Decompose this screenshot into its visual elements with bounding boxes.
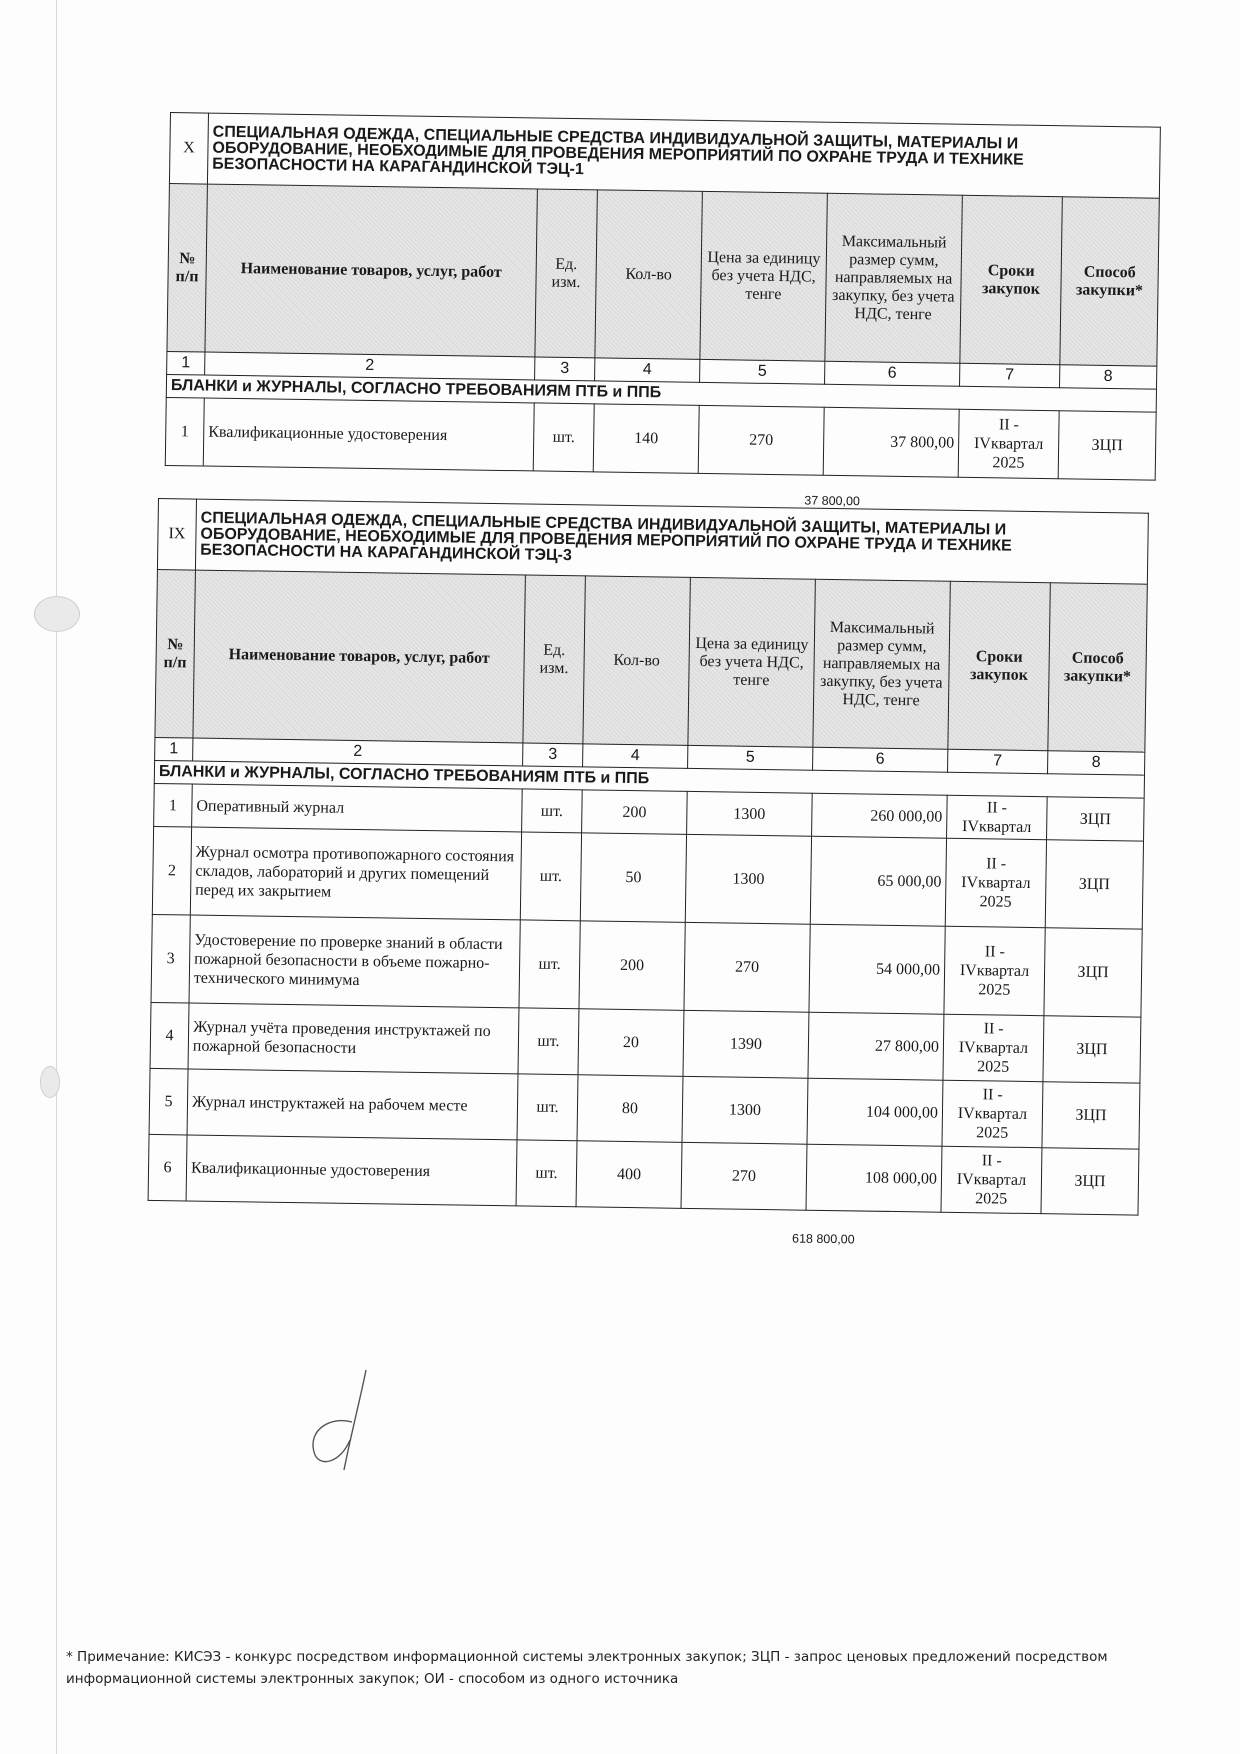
- row-price: 1300: [687, 791, 813, 836]
- col-number: 5: [688, 745, 813, 770]
- row-sum: 27 800,00: [808, 1012, 944, 1080]
- header-num: № п/п: [167, 183, 207, 352]
- header-num: № п/п: [155, 569, 195, 738]
- header-name: Наименование товаров, услуг, работ: [193, 570, 525, 743]
- row-name: Квалификационные удостоверения: [203, 398, 534, 471]
- header-period: Сроки закупок: [948, 581, 1050, 750]
- row-price: 270: [681, 1142, 807, 1210]
- table-row: [151, 914, 1142, 1017]
- row-qty: 200: [582, 790, 688, 835]
- row-unit: шт.: [517, 1074, 578, 1141]
- header-qty: Кол-во: [595, 190, 702, 360]
- row-period: II - IVквартал 2025: [944, 926, 1045, 1015]
- col-number: 2: [205, 352, 535, 380]
- col-number: 8: [1048, 751, 1145, 775]
- header-method: Способ закупки*: [1060, 197, 1159, 366]
- row-name: Оперативный журнал: [192, 784, 523, 832]
- procurement-section-2: [148, 498, 1148, 1247]
- page-edge-line: [56, 0, 57, 1754]
- row-method: ЗЦП: [1041, 1148, 1139, 1215]
- row-num: 3: [151, 914, 190, 1003]
- row-qty: 400: [576, 1141, 682, 1209]
- row-sum: 104 000,00: [807, 1078, 943, 1146]
- row-unit: шт.: [516, 1140, 577, 1207]
- row-name: Квалификационные удостоверения: [186, 1135, 517, 1206]
- table-row: [152, 826, 1143, 929]
- header-sum: Максимальный размер сумм, направляемых на закупку, без учета НДС, тенге: [813, 579, 950, 749]
- procurement-table-2: [148, 498, 1149, 1216]
- section-title: СПЕЦИАЛЬНАЯ ОДЕЖДА, СПЕЦИАЛЬНЫЕ СРЕДСТВА ИНДИВИДУАЛЬНОЙ ЗАЩИТЫ, МАТЕРИАЛЫ И ОБОРУДОВАНИЕ, НЕОБХОДИМЫЕ ДЛЯ ПРОВЕДЕНИЯ МЕРОПРИЯТИЙ ПО ОХРАНЕ ТРУДА И ТЕХНИКЕ БЕЗОПАСНОСТИ НА КАРАГАНДИНСКОЙ ТЭЦ-3: [195, 499, 1148, 584]
- section-total: 618 800,00: [791, 1231, 855, 1247]
- section-title: СПЕЦИАЛЬНАЯ ОДЕЖДА, СПЕЦИАЛЬНЫЕ СРЕДСТВА ИНДИВИДУАЛЬНОЙ ЗАЩИТЫ, МАТЕРИАЛЫ И ОБОРУДОВАНИЕ, НЕОБХОДИМЫЕ ДЛЯ ПРОВЕДЕНИЯ МЕРОПРИЯТИЙ ПО ОХРАНЕ ТРУДА И ТЕХНИКЕ БЕЗОПАСНОСТИ НА КАРАГАНДИНСКОЙ ТЭЦ-1: [207, 113, 1160, 198]
- col-number: 1: [167, 351, 205, 375]
- header-sum: Максимальный размер сумм, направляемых на закупку, без учета НДС, тенге: [825, 193, 962, 363]
- header-unit: Ед. изм.: [523, 575, 585, 744]
- col-number: 4: [583, 744, 688, 769]
- row-price: 270: [684, 922, 810, 1012]
- row-sum: 65 000,00: [810, 836, 946, 926]
- row-qty: 200: [579, 921, 685, 1011]
- row-method: ЗЦП: [1058, 411, 1156, 480]
- row-sum: 54 000,00: [809, 924, 945, 1014]
- row-qty: 80: [577, 1075, 683, 1143]
- row-num: 1: [165, 397, 204, 466]
- subsection-title: БЛАНКИ и ЖУРНАЛЫ, СОГЛАСНО ТРЕБОВАНИЯМ ПТБ и ППБ: [166, 374, 1156, 412]
- row-price: 1300: [685, 834, 811, 924]
- row-num: 6: [148, 1134, 187, 1201]
- row-num: 4: [150, 1002, 189, 1069]
- col-number: 1: [155, 737, 193, 761]
- row-period: II - IVквартал 2025: [942, 1080, 1043, 1147]
- row-price: 1390: [683, 1010, 809, 1078]
- footnote: * Примечание: КИСЭЗ - конкурс посредством информационной системы электронных закупок; ЗЦП - запрос ценовых предложений посредством информационной системы электронных закупок; ОИ - способом из одного источника: [66, 1649, 1108, 1687]
- row-name: Журнал учёта проведения инструктажей по пожарной безопасности: [188, 1003, 519, 1074]
- col-number: 4: [595, 358, 700, 383]
- row-num: 2: [152, 826, 191, 915]
- row-period: II - IVквартал 2025: [943, 1014, 1044, 1081]
- subsection-title: БЛАНКИ и ЖУРНАЛЫ, СОГЛАСНО ТРЕБОВАНИЯМ ПТБ и ППБ: [154, 760, 1144, 798]
- row-qty: 20: [578, 1009, 684, 1077]
- col-number: 2: [193, 738, 523, 766]
- col-number: 7: [960, 363, 1060, 387]
- col-number: 8: [1060, 365, 1157, 389]
- row-qty: 50: [580, 833, 686, 923]
- table-row: [165, 397, 1156, 480]
- row-price: 270: [698, 405, 824, 475]
- row-sum: 108 000,00: [806, 1144, 942, 1212]
- header-name: Наименование товаров, услуг, работ: [205, 184, 537, 357]
- row-period: II - IVквартал 2025: [941, 1146, 1042, 1213]
- row-unit: шт.: [533, 403, 594, 472]
- row-qty: 140: [593, 404, 699, 474]
- header-qty: Кол-во: [583, 576, 690, 746]
- col-number: 7: [948, 749, 1048, 773]
- section-roman-number: X: [169, 113, 208, 185]
- col-number: 6: [825, 361, 960, 386]
- col-number: 3: [535, 357, 595, 381]
- table-row: [148, 1134, 1139, 1215]
- header-price: Цена за единицу без учета НДС, тенге: [700, 191, 827, 361]
- row-name: Журнал осмотра противопожарного состояния складов, лабораторий и других помещений перед их закрытием: [190, 827, 521, 920]
- row-name: Удостоверение по проверке знаний в области пожарной безопасности в объеме пожарно-технического минимума: [189, 915, 520, 1008]
- row-sum: 260 000,00: [812, 793, 948, 838]
- header-method: Способ закупки*: [1048, 583, 1147, 752]
- procurement-table-1: [165, 112, 1161, 481]
- row-name: Журнал инструктажей на рабочем месте: [187, 1069, 518, 1140]
- row-unit: шт.: [519, 920, 580, 1009]
- row-unit: шт.: [520, 832, 581, 921]
- row-num: 1: [154, 783, 193, 827]
- row-price: 1300: [682, 1076, 808, 1144]
- punch-hole-top: [34, 596, 80, 632]
- header-price: Цена за единицу без учета НДС, тенге: [688, 577, 815, 747]
- col-number: 3: [523, 743, 583, 767]
- col-number: 5: [700, 359, 825, 384]
- header-unit: Ед. изм.: [535, 189, 597, 358]
- row-num: 5: [149, 1068, 188, 1135]
- section-roman-number: IX: [157, 499, 196, 571]
- punch-hole-bottom: [40, 1066, 60, 1098]
- procurement-section-1: [165, 112, 1160, 509]
- row-period: II - IVквартал: [947, 795, 1048, 839]
- row-sum: 37 800,00: [823, 407, 959, 477]
- row-method: ЗЦП: [1042, 1082, 1140, 1149]
- header-period: Сроки закупок: [960, 195, 1062, 364]
- row-unit: шт.: [518, 1008, 579, 1075]
- handwritten-signature: [300, 1360, 410, 1480]
- section-total: 37 800,00: [804, 493, 861, 509]
- row-unit: шт.: [522, 789, 583, 833]
- row-period: II - IVквартал 2025: [945, 838, 1046, 927]
- row-method: ЗЦП: [1044, 928, 1142, 1017]
- col-number: 6: [813, 747, 948, 772]
- row-method: ЗЦП: [1045, 840, 1143, 929]
- row-method: ЗЦП: [1043, 1016, 1141, 1083]
- row-method: ЗЦП: [1047, 797, 1145, 841]
- row-period: II - IVквартал 2025: [958, 409, 1059, 478]
